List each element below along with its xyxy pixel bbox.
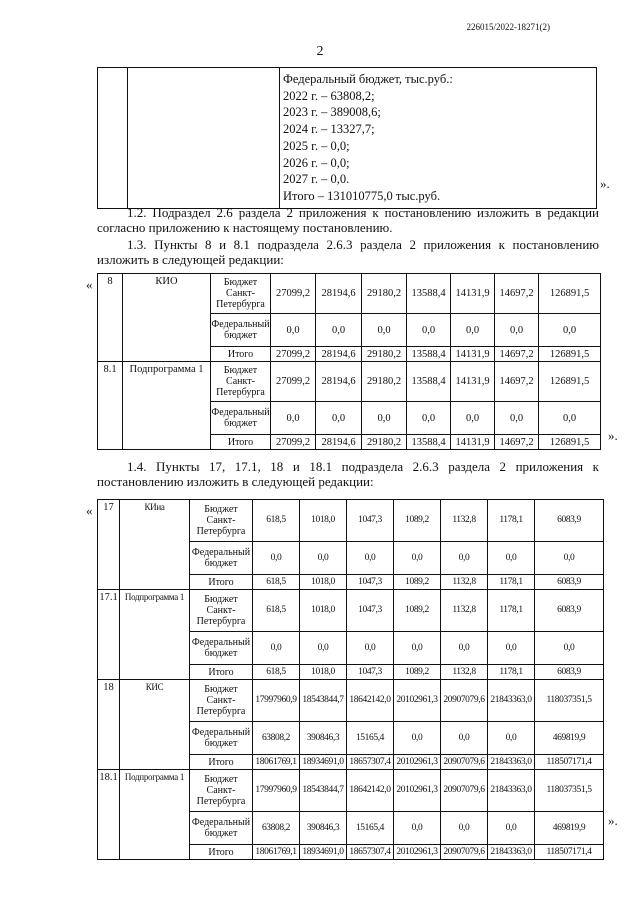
value-cell: 0,0 — [488, 542, 535, 575]
value-cell: 27099,2 — [271, 435, 316, 450]
value-cell: 14697,2 — [495, 347, 539, 362]
value-cell: 18543844,7 — [300, 680, 347, 722]
value-cell: 18543844,7 — [300, 770, 347, 812]
source-label: Бюджет Санкт-Петербурга — [190, 770, 253, 812]
value-cell: 18061769,1 — [253, 755, 300, 770]
row-budget-spb — [98, 362, 601, 402]
row-budget-spb — [98, 500, 604, 542]
value-cell: 18657307,4 — [347, 845, 394, 860]
text-line: Федеральный бюджет, тыс.руб.: — [283, 72, 453, 86]
value-cell: 0,0 — [488, 812, 535, 845]
value-cell: 118507171,4 — [535, 845, 604, 860]
value-cell: 0,0 — [451, 314, 495, 347]
value-cell: 18642142,0 — [347, 680, 394, 722]
value-cell: 0,0 — [394, 722, 441, 755]
source-label: Федеральный бюджет — [190, 632, 253, 665]
executor-name: Подпрограмма 1 — [123, 362, 211, 450]
document-number: 226015/2022-18271(2) — [466, 22, 550, 32]
value-cell: 15165,4 — [347, 722, 394, 755]
value-cell: 0,0 — [441, 812, 488, 845]
text-line: 2023 г. – 389008,6; — [283, 105, 381, 120]
value-cell: 390846,3 — [300, 812, 347, 845]
table-items-8 — [97, 273, 601, 450]
value-cell: 29180,2 — [362, 347, 407, 362]
paragraph-1-4: 1.4. Пункты 17, 17.1, 18 и 18.1 подраздела 2.6.3 раздела 2 приложения к постановлению изложить в следующей редакции: — [97, 459, 599, 489]
value-cell: 1178,1 — [488, 500, 535, 542]
value-cell: 118037351,5 — [535, 680, 604, 722]
value-cell: 17997960,9 — [253, 680, 300, 722]
value-cell: 0,0 — [271, 402, 316, 435]
row-budget-spb — [98, 770, 604, 812]
empty-cell — [128, 68, 280, 209]
value-cell: 21843363,0 — [488, 755, 535, 770]
value-cell: 1047,3 — [347, 575, 394, 590]
value-cell: 14697,2 — [495, 362, 539, 402]
value-cell: 0,0 — [441, 722, 488, 755]
source-label: Бюджет Санкт-Петербурга — [211, 362, 271, 402]
value-cell: 13588,4 — [407, 347, 451, 362]
value-cell: 14697,2 — [495, 435, 539, 450]
source-label: Бюджет Санкт-Петербурга — [211, 274, 271, 314]
executor-name: КИиа — [120, 500, 190, 590]
value-cell: 118507171,4 — [535, 755, 604, 770]
value-cell: 63808,2 — [253, 812, 300, 845]
item-number: 8.1 — [98, 362, 123, 450]
value-cell: 0,0 — [451, 402, 495, 435]
value-cell: 29180,2 — [362, 274, 407, 314]
value-cell: 618,5 — [253, 665, 300, 680]
text-line: 2026 г. – 0,0; — [283, 155, 350, 170]
value-cell: 0,0 — [362, 402, 407, 435]
value-cell: 0,0 — [495, 402, 539, 435]
value-cell: 29180,2 — [362, 435, 407, 450]
value-cell: 0,0 — [441, 542, 488, 575]
value-cell: 18934691,0 — [300, 845, 347, 860]
source-label: Бюджет Санкт-Петербурга — [190, 500, 253, 542]
value-cell: 0,0 — [271, 314, 316, 347]
closing-quote: ». — [608, 428, 618, 443]
source-label: Итого — [211, 435, 271, 450]
executor-name: Подпрограмма 1 — [120, 590, 190, 680]
value-cell: 14697,2 — [495, 274, 539, 314]
value-cell: 1018,0 — [300, 500, 347, 542]
source-label: Федеральный бюджет — [190, 722, 253, 755]
value-cell: 6083,9 — [535, 665, 604, 680]
value-cell: 20907079,6 — [441, 680, 488, 722]
page-number: 2 — [316, 44, 324, 59]
value-cell: 18642142,0 — [347, 770, 394, 812]
value-cell: 0,0 — [407, 314, 451, 347]
paragraph-1-2: 1.2. Подраздел 2.6 раздела 2 приложения к постановлению изложить в редакции согласно приложению к настоящему постановлению. — [97, 205, 599, 235]
row-budget-spb — [98, 590, 604, 632]
value-cell: 14131,9 — [451, 347, 495, 362]
source-label: Бюджет Санкт-Петербурга — [190, 590, 253, 632]
value-cell: 27099,2 — [271, 362, 316, 402]
value-cell: 0,0 — [539, 314, 601, 347]
value-cell: 1089,2 — [394, 575, 441, 590]
value-cell: 390846,3 — [300, 722, 347, 755]
value-cell: 28194,6 — [316, 362, 362, 402]
value-cell: 0,0 — [535, 632, 604, 665]
value-cell: 618,5 — [253, 590, 300, 632]
value-cell: 1089,2 — [394, 665, 441, 680]
value-cell: 18061769,1 — [253, 845, 300, 860]
value-cell: 21843363,0 — [488, 845, 535, 860]
value-cell: 13588,4 — [407, 274, 451, 314]
source-label: Федеральный бюджет — [190, 542, 253, 575]
value-cell: 17997960,9 — [253, 770, 300, 812]
value-cell: 126891,5 — [539, 435, 601, 450]
value-cell: 1047,3 — [347, 665, 394, 680]
text-line: 2027 г. – 0,0. — [283, 172, 350, 187]
executor-name: Подпрограмма 1 — [120, 770, 190, 860]
value-cell: 118037351,5 — [535, 770, 604, 812]
value-cell: 0,0 — [253, 542, 300, 575]
value-cell: 126891,5 — [539, 362, 601, 402]
item-number: 17.1 — [98, 590, 120, 680]
value-cell: 0,0 — [394, 632, 441, 665]
value-cell: 0,0 — [495, 314, 539, 347]
value-cell: 0,0 — [300, 632, 347, 665]
source-label: Итого — [211, 347, 271, 362]
value-cell: 20907079,6 — [441, 755, 488, 770]
value-cell: 20907079,6 — [441, 770, 488, 812]
value-cell: 618,5 — [253, 575, 300, 590]
source-label: Итого — [190, 755, 253, 770]
source-label: Итого — [190, 665, 253, 680]
value-cell: 6083,9 — [535, 575, 604, 590]
paragraph-1-3: 1.3. Пункты 8 и 8.1 подраздела 2.6.3 раздела 2 приложения к постановлению изложить в следующей редакции: — [97, 237, 599, 267]
value-cell: 63808,2 — [253, 722, 300, 755]
value-cell: 0,0 — [347, 542, 394, 575]
value-cell: 1178,1 — [488, 665, 535, 680]
value-cell: 1132,8 — [441, 575, 488, 590]
funding-continuation-table — [97, 67, 597, 209]
value-cell: 0,0 — [539, 402, 601, 435]
empty-cell — [98, 68, 128, 209]
value-cell: 0,0 — [300, 542, 347, 575]
value-cell: 126891,5 — [539, 347, 601, 362]
value-cell: 0,0 — [394, 542, 441, 575]
value-cell: 14131,9 — [451, 274, 495, 314]
value-cell: 1047,3 — [347, 500, 394, 542]
federal-budget-cell — [280, 68, 597, 209]
source-label: Бюджет Санкт-Петербурга — [190, 680, 253, 722]
value-cell: 1018,0 — [300, 665, 347, 680]
value-cell: 126891,5 — [539, 274, 601, 314]
text-line: 2025 г. – 0,0; — [283, 138, 350, 153]
value-cell: 469819,9 — [535, 812, 604, 845]
text-line: 2022 г. – 63808,2; — [283, 88, 375, 103]
value-cell: 0,0 — [316, 402, 362, 435]
value-cell: 1089,2 — [394, 590, 441, 632]
value-cell: 469819,9 — [535, 722, 604, 755]
value-cell: 29180,2 — [362, 362, 407, 402]
value-cell: 20102961,3 — [394, 755, 441, 770]
opening-quote: « — [86, 277, 93, 292]
value-cell: 27099,2 — [271, 347, 316, 362]
item-number: 17 — [98, 500, 120, 590]
value-cell: 6083,9 — [535, 590, 604, 632]
value-cell: 0,0 — [316, 314, 362, 347]
item-number: 18 — [98, 680, 120, 770]
value-cell: 21843363,0 — [488, 680, 535, 722]
value-cell: 18657307,4 — [347, 755, 394, 770]
item-number: 18.1 — [98, 770, 120, 860]
item-number: 8 — [98, 274, 123, 362]
value-cell: 28194,6 — [316, 347, 362, 362]
value-cell: 27099,2 — [271, 274, 316, 314]
value-cell: 21843363,0 — [488, 770, 535, 812]
value-cell: 0,0 — [535, 542, 604, 575]
value-cell: 0,0 — [362, 314, 407, 347]
text-line: Итого – 131010775,0 тыс.руб. — [283, 188, 441, 203]
value-cell: 20102961,3 — [394, 770, 441, 812]
closing-quote: ». — [600, 176, 610, 191]
value-cell: 0,0 — [488, 722, 535, 755]
value-cell: 0,0 — [394, 812, 441, 845]
value-cell: 1089,2 — [394, 500, 441, 542]
source-label: Федеральный бюджет — [190, 812, 253, 845]
source-label: Федеральный бюджет — [211, 402, 271, 435]
value-cell: 14131,9 — [451, 362, 495, 402]
source-label: Итого — [190, 845, 253, 860]
row-budget-spb — [98, 680, 604, 722]
source-label: Итого — [190, 575, 253, 590]
value-cell: 13588,4 — [407, 435, 451, 450]
opening-quote: « — [86, 503, 93, 518]
value-cell: 0,0 — [253, 632, 300, 665]
value-cell: 1132,8 — [441, 665, 488, 680]
table-items-17-18 — [97, 499, 604, 860]
value-cell: 618,5 — [253, 500, 300, 542]
row-budget-spb — [98, 274, 601, 314]
value-cell: 28194,6 — [316, 274, 362, 314]
closing-quote: ». — [608, 813, 618, 828]
executor-name: КИО — [123, 274, 211, 362]
value-cell: 20102961,3 — [394, 680, 441, 722]
value-cell: 1132,8 — [441, 500, 488, 542]
source-label: Федеральный бюджет — [211, 314, 271, 347]
value-cell: 1018,0 — [300, 575, 347, 590]
value-cell: 1018,0 — [300, 590, 347, 632]
value-cell: 20907079,6 — [441, 845, 488, 860]
value-cell: 15165,4 — [347, 812, 394, 845]
text-line: 2024 г. – 13327,7; — [283, 122, 375, 137]
value-cell: 1132,8 — [441, 590, 488, 632]
executor-name: КИС — [120, 680, 190, 770]
value-cell: 20102961,3 — [394, 845, 441, 860]
value-cell: 0,0 — [441, 632, 488, 665]
value-cell: 1047,3 — [347, 590, 394, 632]
value-cell: 13588,4 — [407, 362, 451, 402]
value-cell: 0,0 — [347, 632, 394, 665]
value-cell: 0,0 — [407, 402, 451, 435]
value-cell: 14131,9 — [451, 435, 495, 450]
value-cell: 6083,9 — [535, 500, 604, 542]
value-cell: 28194,6 — [316, 435, 362, 450]
value-cell: 0,0 — [488, 632, 535, 665]
value-cell: 1178,1 — [488, 590, 535, 632]
value-cell: 18934691,0 — [300, 755, 347, 770]
value-cell: 1178,1 — [488, 575, 535, 590]
